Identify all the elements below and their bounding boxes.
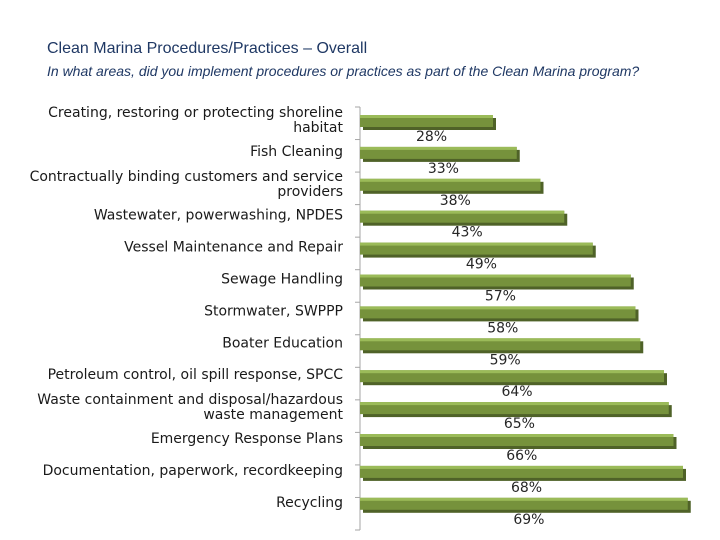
bar-highlight [360,434,674,437]
category-label: Contractually binding customers and service providers [29,168,343,200]
bar-highlight [360,370,664,373]
category-label: Sewage Handling [221,271,343,288]
category-label: Stormwater, SWPPP [204,303,343,320]
bar-highlight [360,402,669,405]
bar-highlight [360,466,683,469]
chart-subtitle: In what areas, did you implement procedures or practices as part of the Clean Marina program? [47,63,640,79]
data-label: 43% [451,224,483,241]
data-label: 64% [501,384,533,401]
data-label: 57% [484,288,516,305]
category-label: Waste containment and disposal/hazardous waste management [37,392,343,424]
data-label: 65% [503,416,535,433]
category-label: Recycling [276,494,343,511]
data-label: 38% [439,192,471,209]
bar-highlight [360,179,541,182]
data-label: 66% [506,448,538,464]
bar-highlight [360,338,640,341]
data-label: 68% [510,479,543,496]
category-label: Wastewater, powerwashing, NPDES [93,207,343,224]
category-label: Documentation, paperwork, recordkeeping [42,462,343,479]
bar-highlight [360,243,593,246]
category-label: Creating, restoring or protecting shoreline habitat [48,105,343,136]
chart-title: Clean Marina Procedures/Practices – Overall [47,40,368,57]
category-label: Petroleum control, oil spill response, SPCC [47,367,343,384]
data-label: 49% [465,256,497,273]
data-label: 59% [489,352,521,369]
category-label: Vessel Maintenance and Repair [124,239,343,256]
data-label: 58% [487,320,519,337]
bar-highlight [360,211,564,214]
category-label: Boater Education [222,335,343,352]
category-label: Emergency Response Plans [150,431,343,447]
bar-highlight [360,147,517,150]
bar-highlight [360,275,631,278]
bar-highlight [360,306,636,309]
category-label: Fish Cleaning [250,143,343,160]
bar-highlight [360,115,493,118]
data-label: 69% [513,511,545,528]
bar-highlight [360,498,688,501]
data-label: 33% [427,160,459,177]
data-label: 28% [415,129,448,145]
